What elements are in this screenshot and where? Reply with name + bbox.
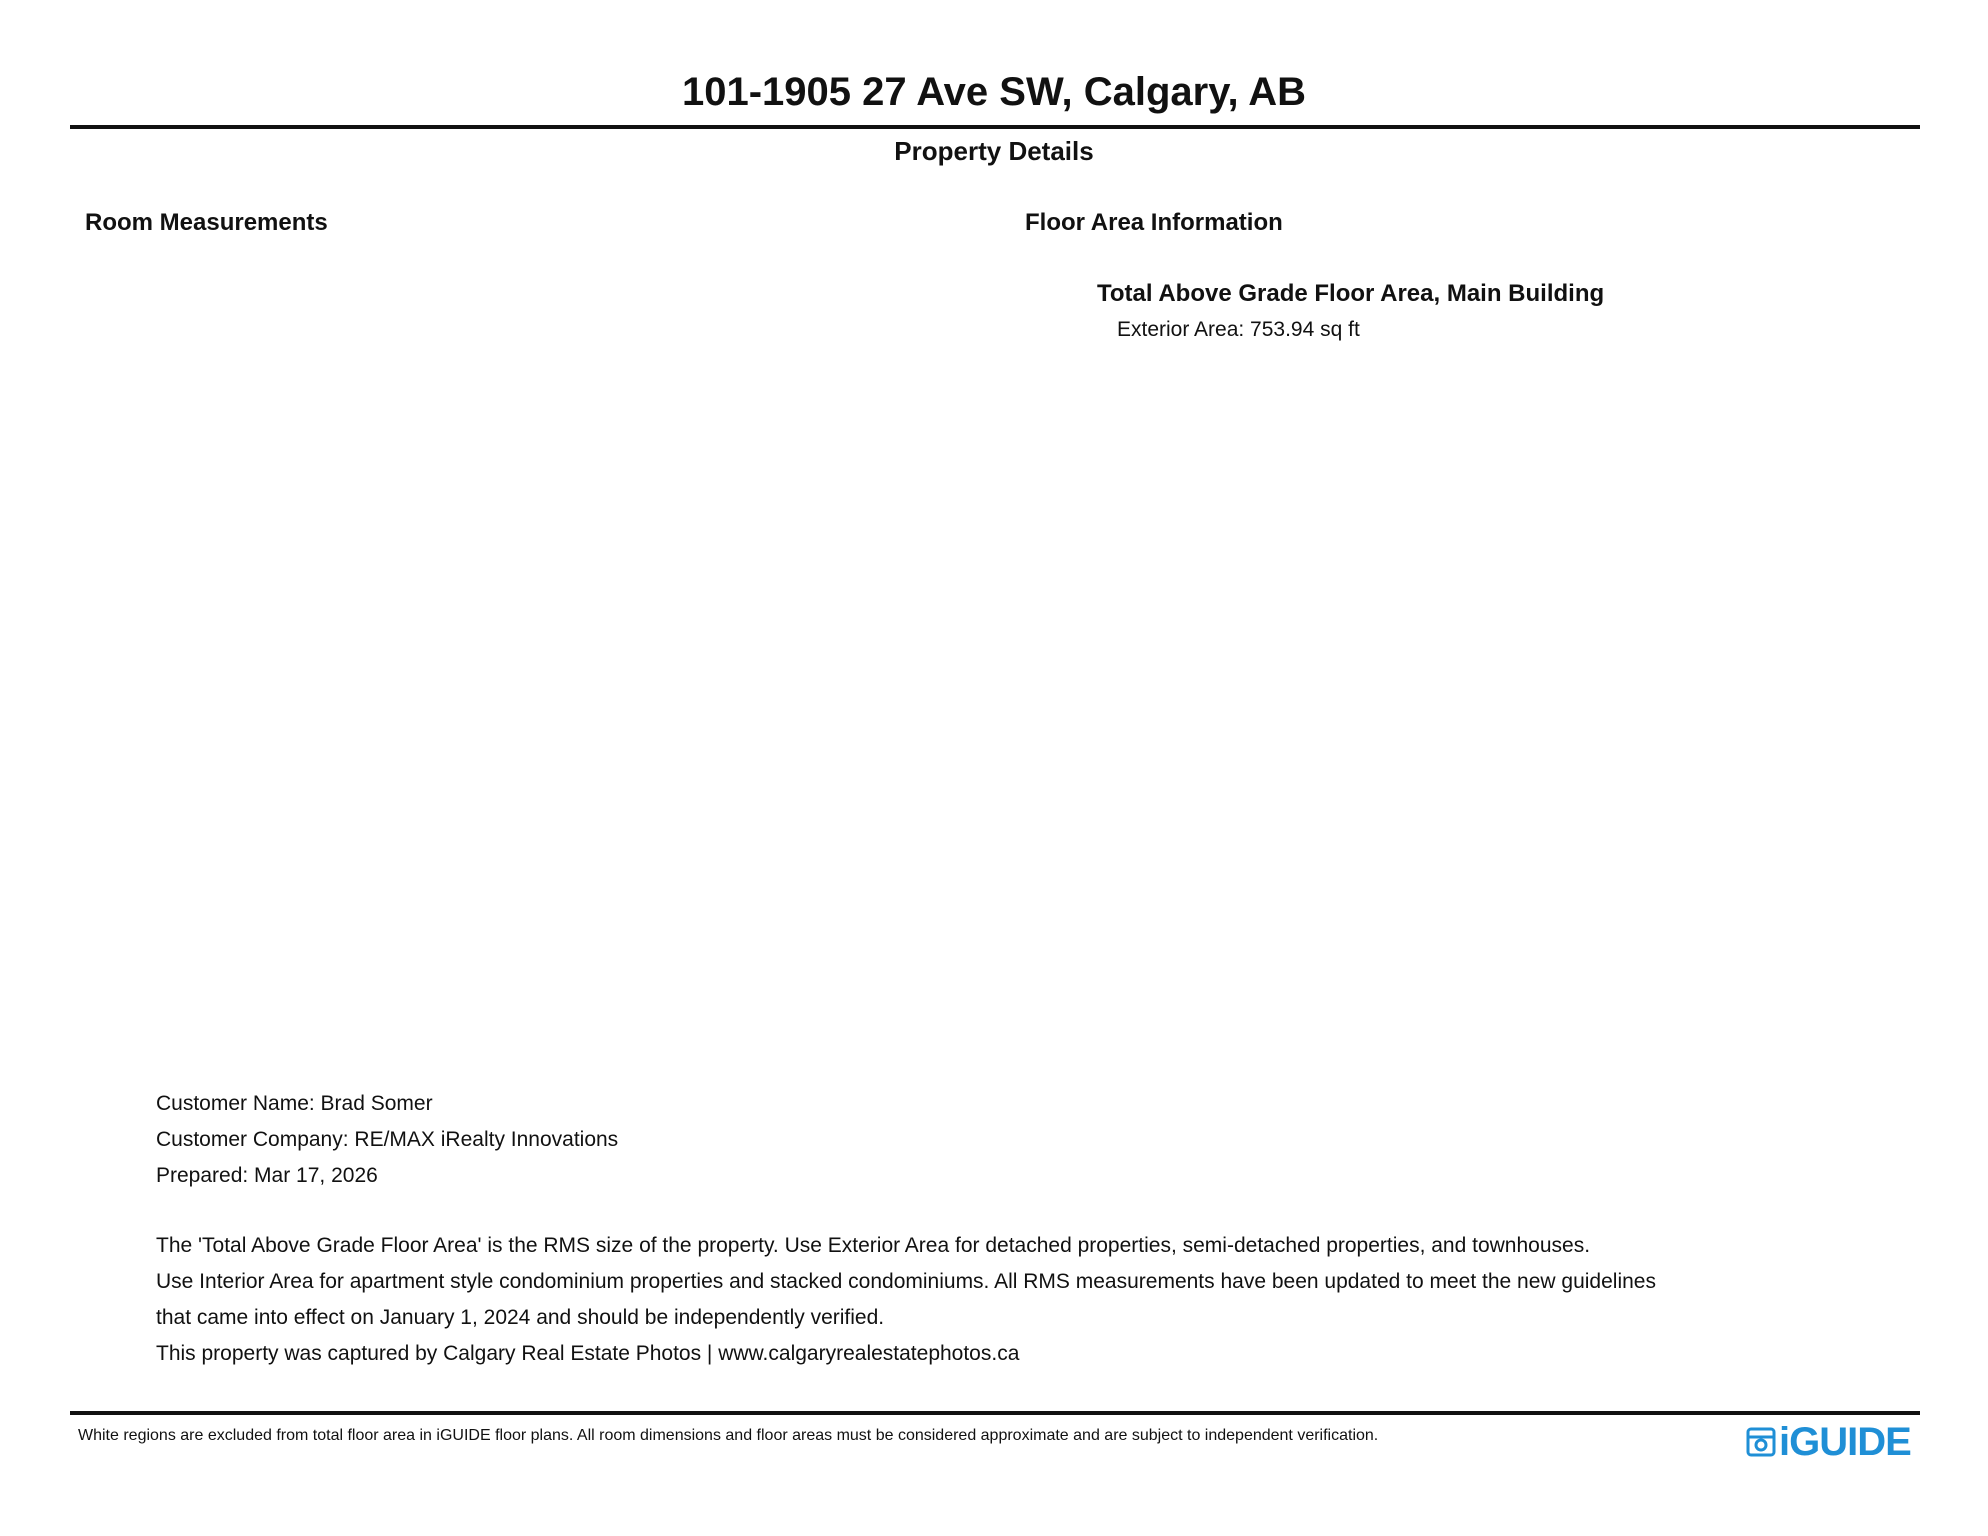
- room-measurements-heading: Room Measurements: [85, 209, 328, 236]
- iguide-logo: [1746, 1420, 1911, 1464]
- floor-area-group-title: Total Above Grade Floor Area, Main Building: [1097, 280, 1605, 307]
- iguide-logo-text: iGUIDE: [1779, 1420, 1911, 1464]
- customer-company: Customer Company: RE/MAX iRealty Innovations: [156, 1128, 619, 1151]
- note-line: that came into effect on January 1, 2024 and should be independently verified.: [156, 1306, 885, 1329]
- camera-box-icon: [1746, 1427, 1776, 1457]
- prepared-date: Prepared: Mar 17, 2026: [156, 1164, 378, 1187]
- floor-area-heading: Floor Area Information: [1025, 209, 1283, 236]
- note-line: This property was captured by Calgary Real Estate Photos | www.calgaryrealestatephotos.ca: [156, 1342, 1020, 1365]
- footer-disclaimer: White regions are excluded from total floor area in iGUIDE floor plans. All room dimensions and floor areas must be considered approximate and are subject to independent verification.: [78, 1427, 1379, 1444]
- exterior-area-value: Exterior Area: 753.94 sq ft: [1117, 318, 1360, 341]
- footer-divider: [70, 1411, 1920, 1415]
- note-line: Use Interior Area for apartment style condominium properties and stacked condominiums. All RMS measurements have been updated to meet the new guidelines: [156, 1270, 1656, 1293]
- note-line: The 'Total Above Grade Floor Area' is the RMS size of the property. Use Exterior Area for detached properties, semi-detached properties, and townhouses.: [156, 1234, 1591, 1257]
- page-title: 101-1905 27 Ave SW, Calgary, AB: [681, 70, 1307, 114]
- page-subtitle: Property Details: [894, 136, 1094, 166]
- rms-notes: [156, 1228, 1876, 1372]
- customer-info: [156, 1086, 618, 1194]
- title-divider: [70, 125, 1920, 129]
- customer-name: Customer Name: Brad Somer: [156, 1092, 433, 1115]
